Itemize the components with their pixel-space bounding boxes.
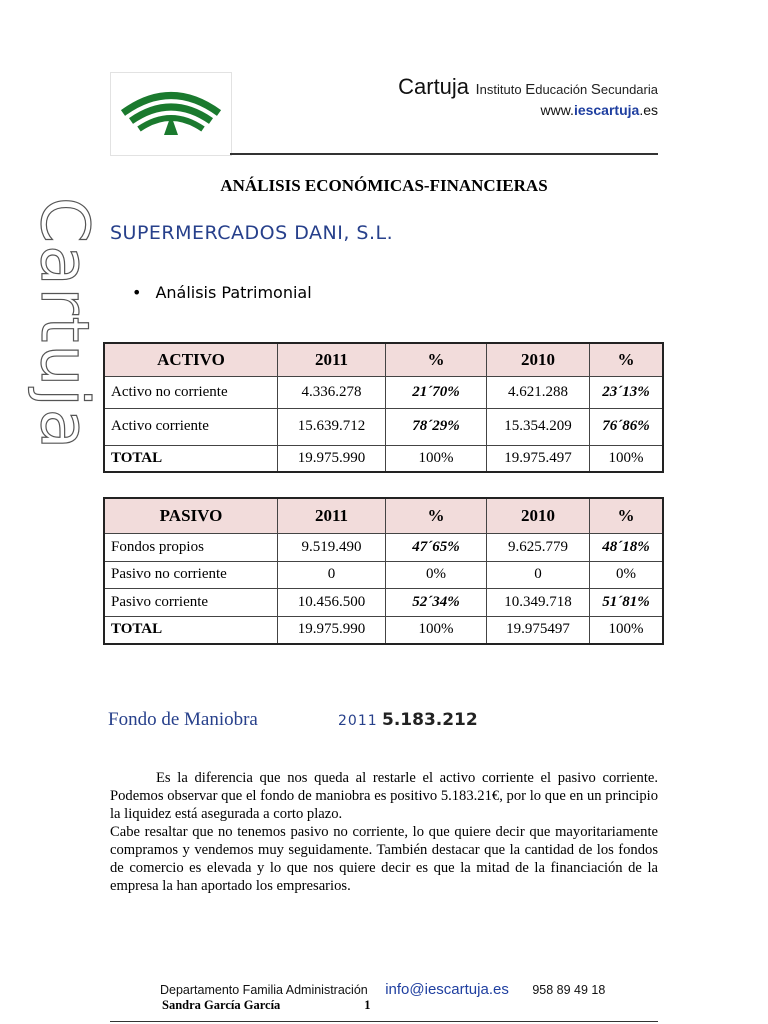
pasivo-table <box>103 497 664 645</box>
table-header: 2011 <box>278 498 386 533</box>
table-header: 2010 <box>487 498 590 533</box>
paragraph: Cabe resaltar que no tenemos pasivo no corriente, lo que quiere decir que mayoritariamente compramos y vendemos muy seguidamente. También destacar que la cantidad de los fondos de comercio es elevada y lo que nos quiere decir es que la mitad de la financiación de la empresa la han aportado los empresarios. <box>110 824 658 894</box>
table-header: % <box>386 498 487 533</box>
footer-author: Sandra García García 1 <box>162 998 371 1012</box>
table-header: PASIVO <box>104 498 278 533</box>
footer-email[interactable]: info@iescartuja.es <box>385 981 509 998</box>
table-row: Activo corriente 15.639.712 78´29% 15.354.209 76´86% <box>104 408 663 445</box>
company-name: SUPERMERCADOS DANI, S.L. <box>110 222 394 244</box>
footer-divider <box>110 1021 658 1022</box>
table-total-row: TOTAL 19.975.990 100% 19.975.497 100% <box>104 445 663 472</box>
brand-header <box>398 74 658 118</box>
footer-department: Departamento Familia Administración <box>160 983 368 997</box>
school-logo <box>110 72 232 156</box>
analysis-text <box>110 769 658 895</box>
table-row: Pasivo corriente 10.456.500 52´34% 10.349.718 51´81% <box>104 588 663 616</box>
fondo-maniobra-value: 5.183.212 <box>382 710 478 730</box>
footer-phone: 958 89 49 18 <box>532 983 606 997</box>
fondo-maniobra-year: 2011 <box>338 713 378 729</box>
brand-name: Cartuja <box>398 74 470 99</box>
logo-arch-icon <box>111 73 231 155</box>
table-total-row: TOTAL 19.975.990 100% 19.975497 100% <box>104 616 663 644</box>
cartuja-watermark <box>18 195 108 615</box>
svg-text:Cartuja: Cartuja <box>26 197 103 452</box>
paragraph: Es la diferencia que nos queda al restarle el activo corriente el pasivo corriente. Podemos observar que el fondo de maniobra es positivo 5.183.21€, por lo que en un principio la liquidez está asegurada a corto plazo. <box>110 770 658 822</box>
table-header: % <box>590 343 664 376</box>
school-url[interactable]: www.iescartuja.es <box>540 102 658 118</box>
fondo-maniobra-heading: Fondo de Maniobra <box>108 709 258 730</box>
header-divider <box>230 153 658 155</box>
table-header: % <box>590 498 664 533</box>
table-header: 2011 <box>278 343 386 376</box>
table-header: 2010 <box>487 343 590 376</box>
table-row: Fondos propios 9.519.490 47´65% 9.625.779 48´18% <box>104 533 663 561</box>
activo-table <box>103 342 664 473</box>
document-title: ANÁLISIS ECONÓMICAS-FINANCIERAS <box>220 176 548 195</box>
table-row: Pasivo no corriente 0 0% 0 0% <box>104 561 663 588</box>
table-header: ACTIVO <box>104 343 278 376</box>
footer-contact <box>160 981 605 998</box>
table-row: Activo no corriente 4.336.278 21´70% 4.621.288 23´13% <box>104 376 663 408</box>
page-number: 1 <box>364 998 371 1012</box>
section-bullet: • Análisis Patrimonial <box>132 283 312 302</box>
table-header: % <box>386 343 487 376</box>
brand-subtitle: Instituto Educación Secundaria <box>475 81 658 98</box>
